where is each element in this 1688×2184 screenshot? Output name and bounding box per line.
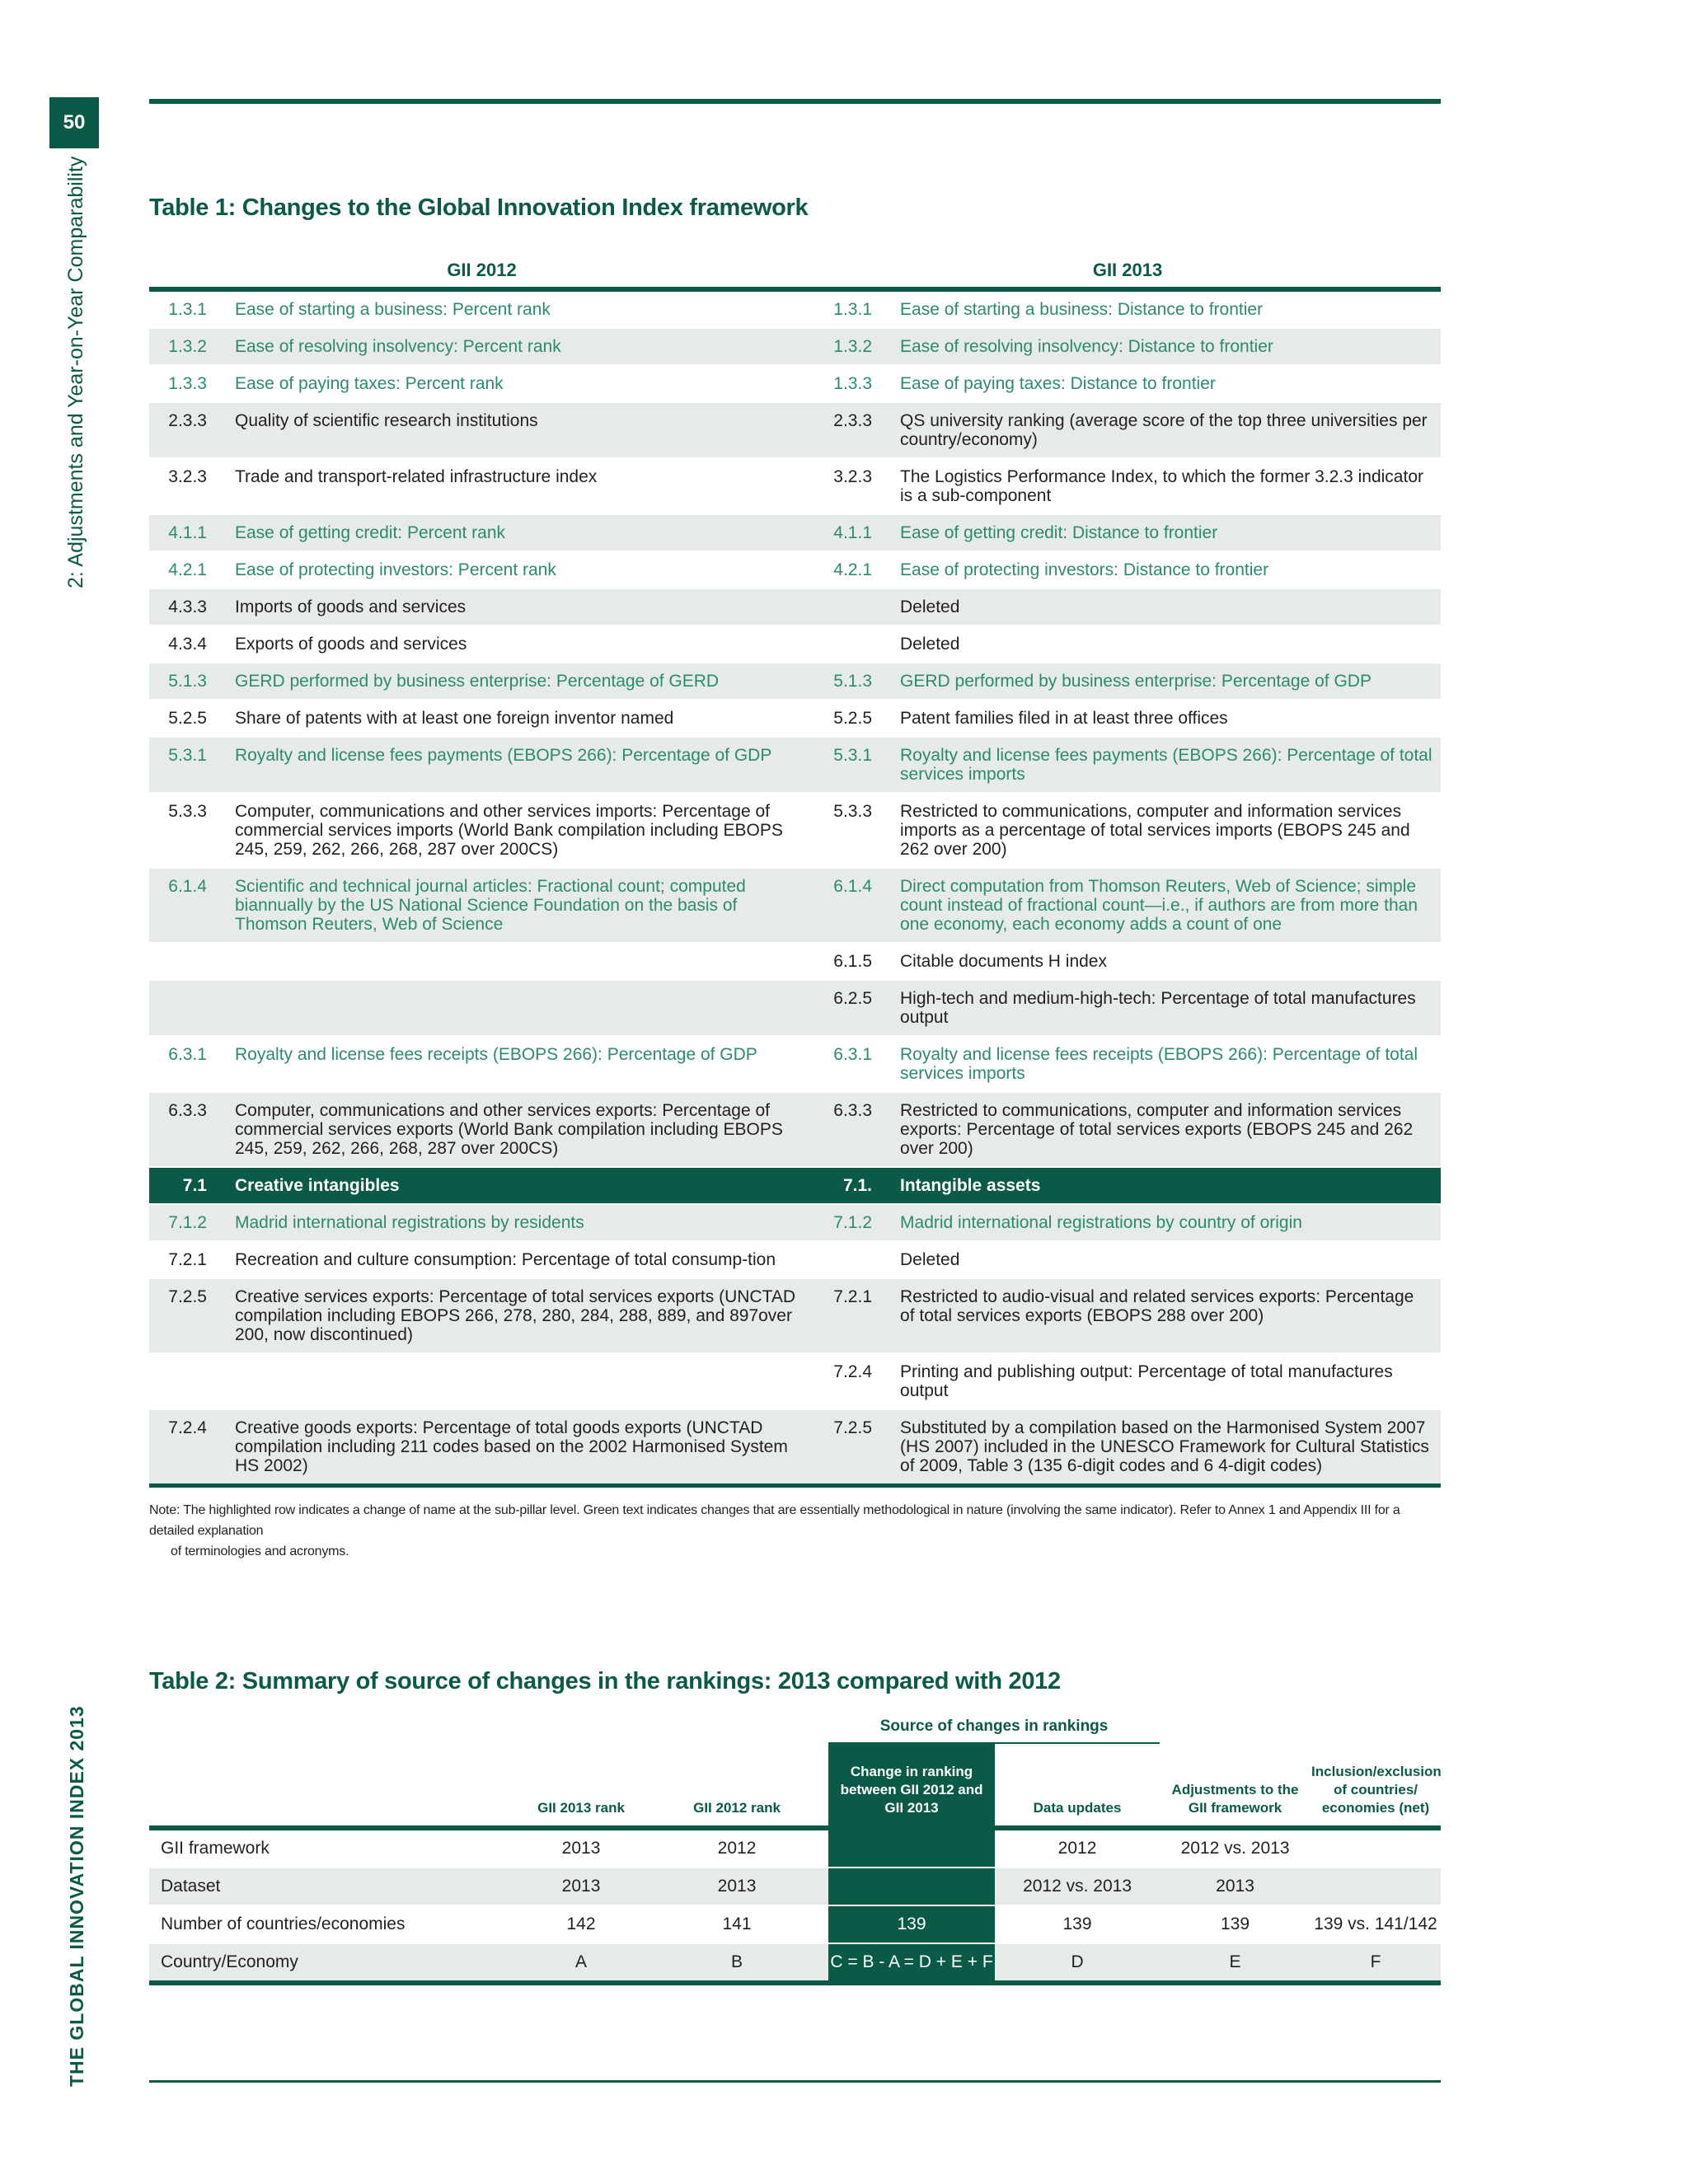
cell-code-2013: 7.2.5 [814, 1409, 900, 1486]
table-row [149, 1353, 1441, 1409]
cell-text-2012: Trade and transport-related infrastructure index [235, 458, 814, 514]
cell-code-2012: 5.3.1 [149, 737, 235, 793]
cell-code-2013 [814, 626, 900, 663]
cell-code-2013: 7.1. [814, 1167, 900, 1204]
cell-text-2013: Ease of protecting investors: Distance to frontier [900, 551, 1441, 588]
table-row [149, 737, 1441, 793]
cell-text-2013: High-tech and medium-high-tech: Percentage of total manufactures output [900, 980, 1441, 1036]
cell-code-2013: 5.2.5 [814, 700, 900, 737]
cell-code-2012: 1.3.2 [149, 328, 235, 365]
col-adjustments: Adjustments to the GII framework [1160, 1743, 1311, 1828]
cell-text-2012: Royalty and license fees receipts (EBOPS 266): Percentage of GDP [235, 1036, 814, 1092]
section-label: 2: Adjustments and Year-on-Year Comparability [64, 156, 87, 588]
col-gii2013-rank: GII 2013 rank [517, 1743, 645, 1828]
table-row [149, 1828, 1441, 1868]
cell-value: 2013 [645, 1868, 828, 1905]
cell-value: 2012 [995, 1828, 1160, 1868]
cell-text-2012: Ease of getting credit: Percent rank [235, 514, 814, 551]
cell-code-2013: 6.3.3 [814, 1092, 900, 1167]
cell-code-2012: 7.2.1 [149, 1241, 235, 1278]
table-row [149, 663, 1441, 700]
cell-value: 139 [995, 1905, 1160, 1943]
cell-code-2012: 4.1.1 [149, 514, 235, 551]
cell-text-2013: Restricted to communications, computer and information services imports as a percentage of total services imports (EBOPS 245 and 262 over 200) [900, 793, 1441, 868]
cell-value: B [645, 1943, 828, 1983]
cell-text-2012: Quality of scientific research institutions [235, 402, 814, 458]
table-row [149, 980, 1441, 1036]
cell-text-2013: Printing and publishing output: Percentage of total manufactures output [900, 1353, 1441, 1409]
cell-code-2012: 7.2.5 [149, 1278, 235, 1353]
cell-text-2013: Royalty and license fees receipts (EBOPS 266): Percentage of total services imports [900, 1036, 1441, 1092]
table-row [149, 514, 1441, 551]
cell-text-2012: Ease of starting a business: Percent rank [235, 289, 814, 328]
cell-code-2012 [149, 980, 235, 1036]
cell-value [828, 1828, 995, 1868]
cell-code-2013: 5.1.3 [814, 663, 900, 700]
cell-text-2013: Substituted by a compilation based on the Harmonised System 2007 (HS 2007) included in the UNESCO Framework for Cultural Statistics of 2009, Table 3 (135 6-digit codes and 6 4-digit codes) [900, 1409, 1441, 1486]
table1-note-line2: of terminologies and acronyms. [171, 1544, 349, 1558]
row-label: GII framework [149, 1828, 495, 1868]
cell-code-2013: 3.2.3 [814, 458, 900, 514]
cell-code-2012: 6.3.3 [149, 1092, 235, 1167]
table2-title: Table 2: Summary of source of changes in the rankings: 2013 compared with 2012 [149, 1668, 1061, 1694]
cell-code-2012: 1.3.3 [149, 365, 235, 402]
cell-code-2013: 4.2.1 [814, 551, 900, 588]
cell-code-2013: 4.1.1 [814, 514, 900, 551]
cell-code-2013: 6.1.4 [814, 868, 900, 943]
cell-code-2012 [149, 1353, 235, 1409]
table-row [149, 365, 1441, 402]
cell-text-2012: Ease of protecting investors: Percent rank [235, 551, 814, 588]
cell-text-2013: Restricted to communications, computer and information services exports: Percentage of total services exports (EBOPS 245 and 262 over 200) [900, 1092, 1441, 1167]
table-row [149, 328, 1441, 365]
cell-text-2013: Restricted to audio-visual and related services exports: Percentage of total services exports (EBOPS 288 over 200) [900, 1278, 1441, 1353]
cell-value: D [995, 1943, 1160, 1983]
cell-text-2012: Recreation and culture consumption: Percentage of total consump-tion [235, 1241, 814, 1278]
table1-title: Table 1: Changes to the Global Innovation Index framework [149, 194, 809, 221]
cell-value: E [1160, 1943, 1311, 1983]
cell-text-2012: Ease of paying taxes: Percent rank [235, 365, 814, 402]
cell-code-2012: 7.1 [149, 1167, 235, 1204]
table-row [149, 1167, 1441, 1204]
table-row [149, 1409, 1441, 1486]
cell-code-2013: 6.1.5 [814, 943, 900, 980]
cell-value: 141 [645, 1905, 828, 1943]
page-number: 50 [49, 97, 99, 148]
cell-text-2013: Patent families filed in at least three offices [900, 700, 1441, 737]
cell-text-2012 [235, 943, 814, 980]
spacer-cell [495, 1828, 517, 1868]
table-row [149, 1868, 1441, 1905]
cell-value: 139 [828, 1905, 995, 1943]
cell-code-2013: 5.3.1 [814, 737, 900, 793]
top-rule [149, 99, 1441, 104]
cell-text-2012 [235, 980, 814, 1036]
cell-text-2012: Scientific and technical journal articles: Fractional count; computed biannually by the US National Science Foundation on the basis of Thomson Reuters, Web of Science [235, 868, 814, 943]
cell-text-2013: Ease of paying taxes: Distance to frontier [900, 365, 1441, 402]
cell-code-2012: 1.3.1 [149, 289, 235, 328]
cell-code-2013: 1.3.3 [814, 365, 900, 402]
cell-code-2012: 7.2.4 [149, 1409, 235, 1486]
book-label: THE GLOBAL INNOVATION INDEX 2013 [66, 1705, 87, 2087]
cell-text-2013: Ease of starting a business: Distance to frontier [900, 289, 1441, 328]
table-row [149, 1036, 1441, 1092]
cell-code-2012: 7.1.2 [149, 1204, 235, 1241]
source-of-changes-header: Source of changes in rankings [828, 1711, 1160, 1743]
cell-code-2013: 5.3.3 [814, 793, 900, 868]
cell-text-2013: Ease of resolving insolvency: Distance to frontier [900, 328, 1441, 365]
cell-value [828, 1868, 995, 1905]
table-row [149, 1905, 1441, 1943]
cell-value: 2013 [517, 1828, 645, 1868]
cell-text-2012: Madrid international registrations by residents [235, 1204, 814, 1241]
cell-text-2012: Ease of resolving insolvency: Percent rank [235, 328, 814, 365]
cell-code-2012: 5.1.3 [149, 663, 235, 700]
col-change-in-ranking: Change in ranking between GII 2012 and GII 2013 [828, 1743, 995, 1828]
table-row [149, 1204, 1441, 1241]
cell-text-2013: Madrid international registrations by country of origin [900, 1204, 1441, 1241]
cell-value: A [517, 1943, 645, 1983]
cell-text-2013: Deleted [900, 1241, 1441, 1278]
cell-value [1311, 1828, 1441, 1868]
table-row [149, 289, 1441, 328]
cell-code-2012: 4.3.3 [149, 588, 235, 626]
table-row [149, 700, 1441, 737]
table-row [149, 1241, 1441, 1278]
cell-code-2012: 2.3.3 [149, 402, 235, 458]
cell-code-2013: 6.3.1 [814, 1036, 900, 1092]
table-row [149, 458, 1441, 514]
table2 [149, 1711, 1441, 1985]
cell-code-2012: 5.3.3 [149, 793, 235, 868]
cell-value: 2013 [1160, 1868, 1311, 1905]
cell-value [1311, 1868, 1441, 1905]
table1-note-line1: Note: The highlighted row indicates a change of name at the sub-pillar level. Green text indicates changes that are essentially methodological in nature (involving the same indicator). Refer to Annex 1 and Appendix III for a detailed explanation [149, 1503, 1400, 1538]
cell-code-2013 [814, 588, 900, 626]
cell-text-2012: Computer, communications and other services imports: Percentage of commercial services imports (World Bank compilation including EBOPS 245, 259, 262, 266, 268, 287 over 200CS) [235, 793, 814, 868]
spacer-cell [495, 1905, 517, 1943]
cell-text-2013: Direct computation from Thomson Reuters, Web of Science; simple count instead of fractional count—i.e., if authors are from more than one economy, each economy adds a count of one [900, 868, 1441, 943]
table1 [149, 254, 1441, 1488]
cell-text-2012: Creative services exports: Percentage of total services exports (UNCTAD compilation including EBOPS 266, 278, 280, 284, 288, 889, and 897over 200, now discontinued) [235, 1278, 814, 1353]
row-label: Country/Economy [149, 1943, 495, 1983]
table-row [149, 1092, 1441, 1167]
table-row [149, 402, 1441, 458]
col-inclusion-exclusion: Inclusion/exclusion of countries/ economies (net) [1311, 1743, 1441, 1828]
cell-code-2013: 6.2.5 [814, 980, 900, 1036]
cell-value: 139 vs. 141/142 [1311, 1905, 1441, 1943]
table1-header-2012: GII 2012 [149, 254, 814, 289]
cell-text-2013: Deleted [900, 588, 1441, 626]
cell-text-2012: GERD performed by business enterprise: Percentage of GERD [235, 663, 814, 700]
cell-text-2012: Imports of goods and services [235, 588, 814, 626]
cell-code-2013: 7.2.4 [814, 1353, 900, 1409]
cell-code-2013: 1.3.2 [814, 328, 900, 365]
cell-text-2013: Intangible assets [900, 1167, 1441, 1204]
table1-header-2013: GII 2013 [814, 254, 1441, 289]
cell-code-2012: 6.1.4 [149, 868, 235, 943]
table-row [149, 868, 1441, 943]
table-row [149, 588, 1441, 626]
row-label: Number of countries/economies [149, 1905, 495, 1943]
cell-code-2013: 1.3.1 [814, 289, 900, 328]
cell-code-2013: 7.1.2 [814, 1204, 900, 1241]
cell-text-2013: Ease of getting credit: Distance to frontier [900, 514, 1441, 551]
cell-code-2013: 2.3.3 [814, 402, 900, 458]
cell-text-2013: Deleted [900, 626, 1441, 663]
col-data-updates: Data updates [995, 1743, 1160, 1828]
cell-code-2013: 7.2.1 [814, 1278, 900, 1353]
cell-value: 139 [1160, 1905, 1311, 1943]
cell-code-2012: 4.2.1 [149, 551, 235, 588]
cell-value: 2012 vs. 2013 [995, 1868, 1160, 1905]
spacer-cell [495, 1943, 517, 1983]
cell-text-2012 [235, 1353, 814, 1409]
cell-text-2013: The Logistics Performance Index, to which the former 3.2.3 indicator is a sub-component [900, 458, 1441, 514]
cell-value: 2013 [517, 1868, 645, 1905]
table1-note [149, 1500, 1441, 1562]
cell-code-2012 [149, 943, 235, 980]
cell-code-2013 [814, 1241, 900, 1278]
cell-value: 142 [517, 1905, 645, 1943]
cell-code-2012: 5.2.5 [149, 700, 235, 737]
cell-text-2012: Creative goods exports: Percentage of total goods exports (UNCTAD compilation including 211 codes based on the 2002 Harmonised System HS 2002) [235, 1409, 814, 1486]
cell-text-2012: Royalty and license fees payments (EBOPS 266): Percentage of GDP [235, 737, 814, 793]
cell-text-2013: Royalty and license fees payments (EBOPS 266): Percentage of total services imports [900, 737, 1441, 793]
table-row [149, 551, 1441, 588]
spacer-cell [495, 1868, 517, 1905]
cell-text-2013: GERD performed by business enterprise: Percentage of GDP [900, 663, 1441, 700]
cell-value: 2012 vs. 2013 [1160, 1828, 1311, 1868]
cell-text-2012: Share of patents with at least one foreign inventor named [235, 700, 814, 737]
cell-value: F [1311, 1943, 1441, 1983]
cell-text-2013: QS university ranking (average score of the top three universities per country/economy) [900, 402, 1441, 458]
cell-text-2012: Creative intangibles [235, 1167, 814, 1204]
cell-text-2013: Citable documents H index [900, 943, 1441, 980]
cell-code-2012: 6.3.1 [149, 1036, 235, 1092]
table-row [149, 943, 1441, 980]
row-label: Dataset [149, 1868, 495, 1905]
cell-value: 2012 [645, 1828, 828, 1868]
table-row [149, 1943, 1441, 1983]
col-gii2012-rank: GII 2012 rank [645, 1743, 828, 1828]
table-row [149, 1278, 1441, 1353]
cell-value: C = B - A = D + E + F [828, 1943, 995, 1983]
bottom-rule [149, 2080, 1441, 2083]
cell-text-2012: Computer, communications and other services exports: Percentage of commercial services exports (World Bank compilation including EBOPS 245, 259, 262, 266, 268, 287 over 200CS) [235, 1092, 814, 1167]
table-row [149, 626, 1441, 663]
cell-text-2012: Exports of goods and services [235, 626, 814, 663]
table-row [149, 793, 1441, 868]
cell-code-2012: 3.2.3 [149, 458, 235, 514]
cell-code-2012: 4.3.4 [149, 626, 235, 663]
